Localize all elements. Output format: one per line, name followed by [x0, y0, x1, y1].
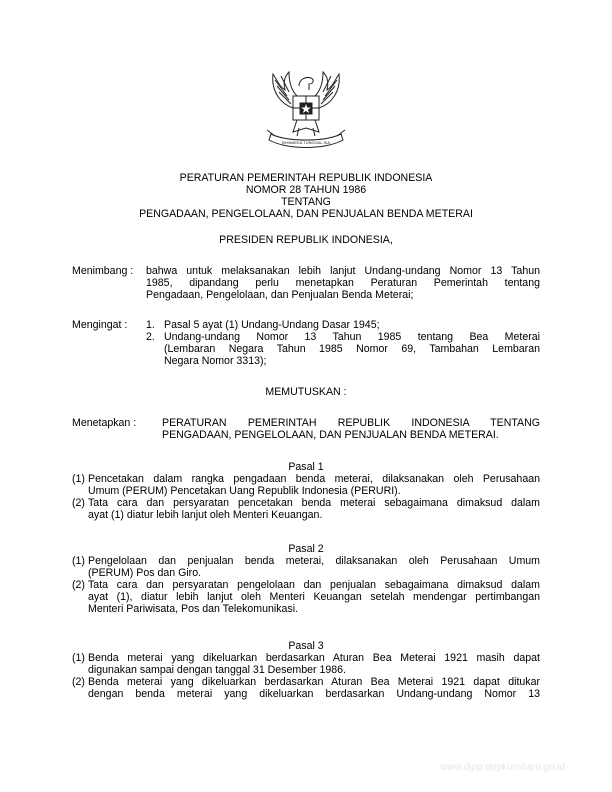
pasal-1-item-2-line-2: ayat (1) diatur lebih lanjut oleh Menteri Keuangan. — [88, 509, 323, 521]
pasal-2-item-1-line-2: (PERUM) Pos dan Giro. — [88, 567, 202, 579]
pasal-1-item-1-line-1: Pencetakan dalam rangka pengadaan benda meterai, dilaksanakan oleh Perusahaan — [88, 473, 540, 485]
mengingat-item-2-line-3: Negara Nomor 3313); — [164, 355, 267, 367]
pasal-3-item-1-number: (1) — [72, 652, 85, 664]
pasal-1-title: Pasal 1 — [288, 461, 324, 473]
regulation-number: NOMOR 28 TAHUN 1986 — [245, 184, 367, 196]
pasal-3-item-1-line-1: Benda meterai yang dikeluarkan berdasarkan Aturan Bea Meterai 1921 masih dapat — [88, 652, 540, 664]
pasal-1-item-2-line-1: Tata cara dan persyaratan pencetakan benda meterai sebagaimana dimaksud dalam — [88, 497, 540, 509]
pasal-1-item-1-number: (1) — [72, 473, 85, 485]
pasal-3-title: Pasal 3 — [288, 640, 324, 652]
mengingat-item-1-number: 1. — [146, 319, 155, 331]
pasal-2-title: Pasal 2 — [288, 543, 324, 555]
pasal-1-item-1-line-2: Umum (PERUM) Pencetakan Uang Republik Indonesia (PERURI). — [88, 485, 401, 497]
menimbang-line-2: 1985, dipandang perlu menetapkan Peraturan Pemerintah tentang — [146, 277, 540, 289]
regulation-title: PERATURAN PEMERINTAH REPUBLIK INDONESIA — [179, 172, 433, 184]
menimbang-label: Menimbang : — [72, 265, 134, 277]
garuda-emblem-icon — [263, 66, 349, 154]
pasal-1-item-2-number: (2) — [72, 497, 85, 509]
pasal-3-item-1-line-2: digunakan sampai dengan tanggal 31 Desember 1986. — [88, 664, 346, 676]
menetapkan-line-2: PENGADAAN, PENGELOLAAN, DAN PENJUALAN BENDA METERAI. — [162, 429, 499, 441]
pasal-2-item-2-line-1: Tata cara dan persyaratan pengelolaan dan penjualan sebagaimana dimaksud dalam — [88, 579, 540, 591]
regulation-about-label: TENTANG — [281, 196, 331, 208]
pasal-2-item-2-line-3: Menteri Pariwisata, Pos dan Telekomunikasi. — [88, 603, 299, 615]
pasal-3-item-2-line-2: dengan benda meterai yang dikeluarkan berdasarkan Undang-undang Nomor 13 — [88, 688, 540, 700]
mengingat-item-1-text: Pasal 5 ayat (1) Undang-Undang Dasar 1945; — [164, 319, 380, 331]
regulation-subject: PENGADAAN, PENGELOLAAN, DAN PENJUALAN BENDA METERAI — [139, 208, 473, 220]
pasal-2-item-1-number: (1) — [72, 555, 85, 567]
president-heading: PRESIDEN REPUBLIK INDONESIA, — [219, 234, 393, 246]
pasal-2-item-2-number: (2) — [72, 579, 85, 591]
pasal-3-item-2-number: (2) — [72, 676, 85, 688]
menetapkan-label: Menetapkan : — [72, 417, 137, 429]
svg-text:BHINNEKA TUNGGAL IKA: BHINNEKA TUNGGAL IKA — [281, 140, 331, 145]
mengingat-item-2-line-1: Undang-undang Nomor 13 Tahun 1985 tentang Bea Meterai — [164, 331, 540, 343]
mengingat-label: Mengingat : — [72, 319, 128, 331]
menimbang-line-3: Pengadaan, Pengelolaan, dan Penjualan Benda Meterai; — [146, 289, 414, 301]
watermark-url: www.djpp.depkumham.go.id — [440, 762, 566, 773]
menetapkan-line-1: PERATURAN PEMERINTAH REPUBLIK INDONESIA TENTANG — [162, 417, 540, 429]
memutuskan-heading: MEMUTUSKAN : — [265, 386, 347, 398]
mengingat-item-2-number: 2. — [146, 331, 155, 343]
menimbang-line-1: bahwa untuk melaksanakan lebih lanjut Undang-undang Nomor 13 Tahun — [146, 265, 540, 277]
pasal-2-item-2-line-2: ayat (1), diatur lebih lanjut oleh Menteri Keuangan setelah mendengar pertimbangan — [88, 591, 540, 603]
mengingat-item-2-line-2: (Lembaran Negara Tahun 1985 Nomor 69, Tambahan Lembaran — [164, 343, 540, 355]
pasal-3-item-2-line-1: Benda meterai yang dikeluarkan berdasarkan Aturan Bea Meterai 1921 dapat ditukar — [88, 676, 540, 688]
pasal-2-item-1-line-1: Pengelolaan dan penjualan benda meterai, dilaksanakan oleh Perusahaan Umum — [88, 555, 540, 567]
